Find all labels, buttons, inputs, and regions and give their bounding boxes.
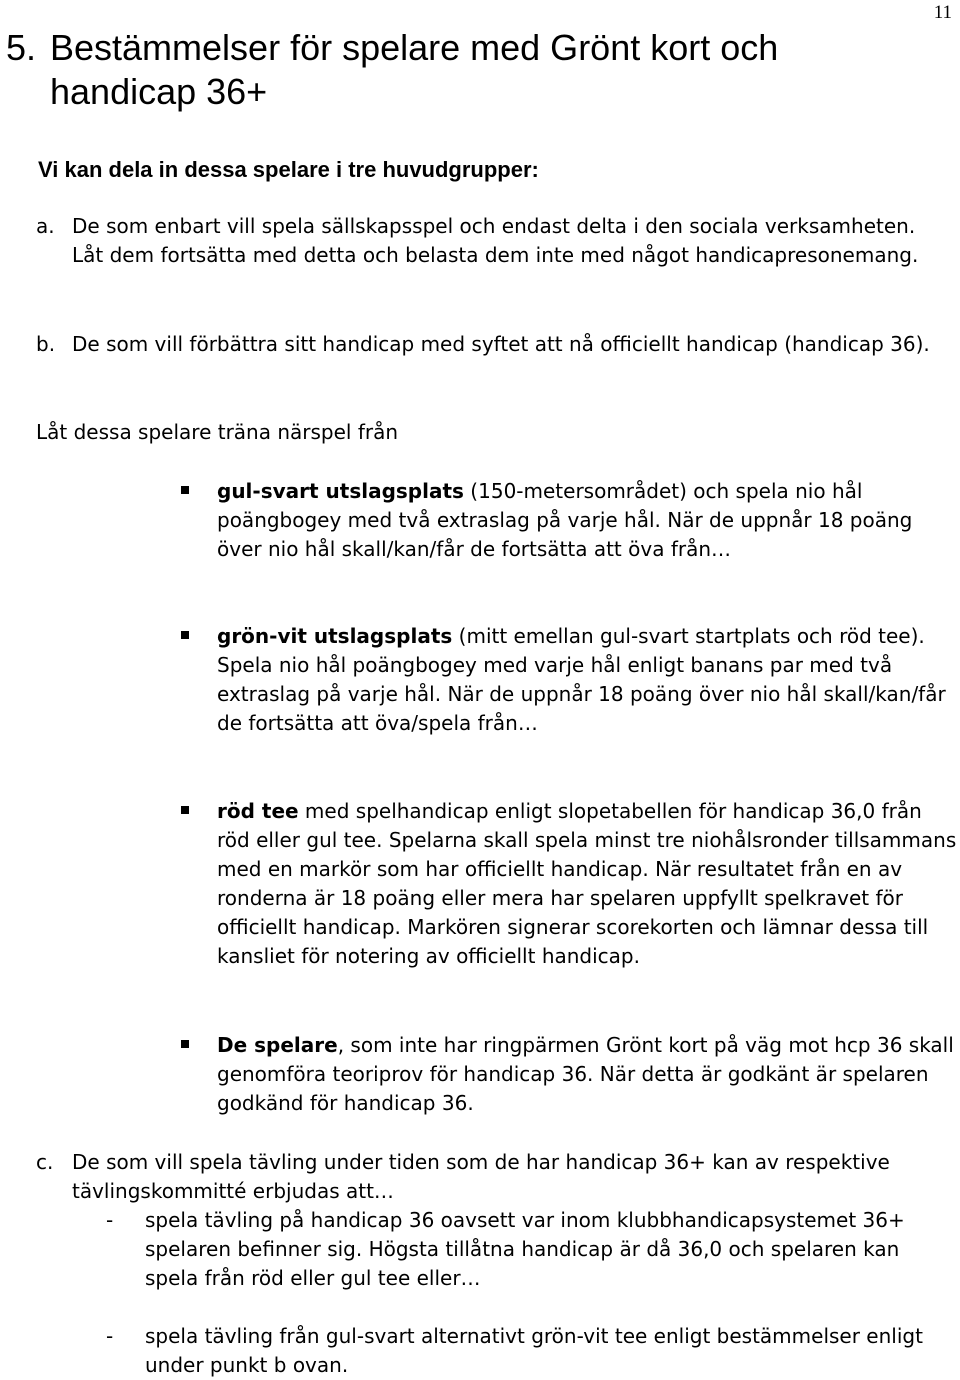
list-item-a-text: De som enbart vill spela sällskapsspel och endast delta i den sociala verksamheten. Låt dem fortsätta med detta och belasta dem inte med något handicapresonemang. [72, 214, 919, 267]
section-heading [0, 26, 910, 114]
dash-item-text: spela tävling från gul-svart alternativt grön-vit tee enligt bestämmelser enligt under punkt b ovan. [145, 1324, 923, 1377]
bullet-description: (150-metersområdet) och spela nio hål poängbogey med två extraslag på varje hål. När de uppnår 18 poäng över nio hål skall/kan/får de fortsätta att öva från… [217, 479, 913, 561]
bullet-item-1 [0, 477, 957, 564]
section-title: Bestämmelser för spelare med Grönt kort och handicap 36+ [50, 27, 779, 112]
dash-item-2 [0, 1322, 945, 1380]
list-item-c [0, 1148, 952, 1206]
bullet-bold-term: röd tee [217, 799, 299, 823]
dash-marker: - [106, 1208, 114, 1232]
dash-marker: - [106, 1324, 114, 1348]
dash-item-1 [0, 1206, 945, 1293]
list-marker-b: b. [36, 332, 56, 356]
section-number: 5. [6, 27, 37, 68]
list-marker-c: c. [36, 1150, 54, 1174]
bullet-text [217, 1031, 957, 1118]
bullet-text [217, 477, 957, 564]
bullet-text [217, 622, 957, 738]
bullet-bold-term: grön-vit utslagsplats [217, 624, 453, 648]
bullet-square-icon [181, 806, 189, 814]
bullet-bold-term: De spelare [217, 1033, 338, 1057]
list-item-a [0, 212, 952, 270]
intro-text: Vi kan dela in dessa spelare i tre huvudgrupper: [38, 157, 539, 182]
page-number: 11 [933, 2, 952, 23]
bullet-square-icon [181, 486, 189, 494]
list-item-b [0, 330, 952, 359]
bullet-square-icon [181, 1040, 189, 1048]
bullet-item-3 [0, 797, 957, 971]
list-item-c-text: De som vill spela tävling under tiden som de har handicap 36+ kan av respektive tävlingskommitté erbjudas att… [72, 1150, 890, 1203]
bullet-bold-term: gul-svart utslagsplats [217, 479, 464, 503]
list-item-b-text: De som vill förbättra sitt handicap med syftet att nå officiellt handicap (handicap 36). [72, 332, 930, 356]
bullet-item-4 [0, 1031, 957, 1118]
bullet-description: (mitt emellan gul-svart startplats och röd tee). Spela nio hål poängbogey med varje hål enligt banans par med två extraslag på varje hål. När de uppnår 18 poäng över nio hål skall/kan/får de fortsätta att öva/spela från… [217, 624, 946, 735]
bullet-item-2 [0, 622, 957, 738]
dash-item-text: spela tävling på handicap 36 oavsett var inom klubbhandicapsystemet 36+ spelaren befinner sig. Högsta tillåtna handicap är då 36,0 och spelaren kan spela från röd eller gul tee eller… [145, 1208, 905, 1290]
bullet-square-icon [181, 631, 189, 639]
bullet-text [217, 797, 957, 971]
list-marker-a: a. [36, 214, 55, 238]
bullet-description: , som inte har ringpärmen Grönt kort på väg mot hcp 36 skall genomföra teoriprov för handicap 36. När detta är godkänt är spelaren godkänd för handicap 36. [217, 1033, 954, 1115]
lead-text: Låt dessa spelare träna närspel från [36, 420, 399, 444]
bullet-description: med spelhandicap enligt slopetabellen för handicap 36,0 från röd eller gul tee. Spelarna skall spela minst tre niohålsronder tillsammans med en markör som har officiellt handicap. När resultatet från en av ronderna är 18 poäng eller mera har spelaren uppfyllt spelkravet för officiellt handicap. Markören signerar scorekorten och lämnar dessa till kansliet för notering av officiellt handicap. [217, 799, 957, 968]
